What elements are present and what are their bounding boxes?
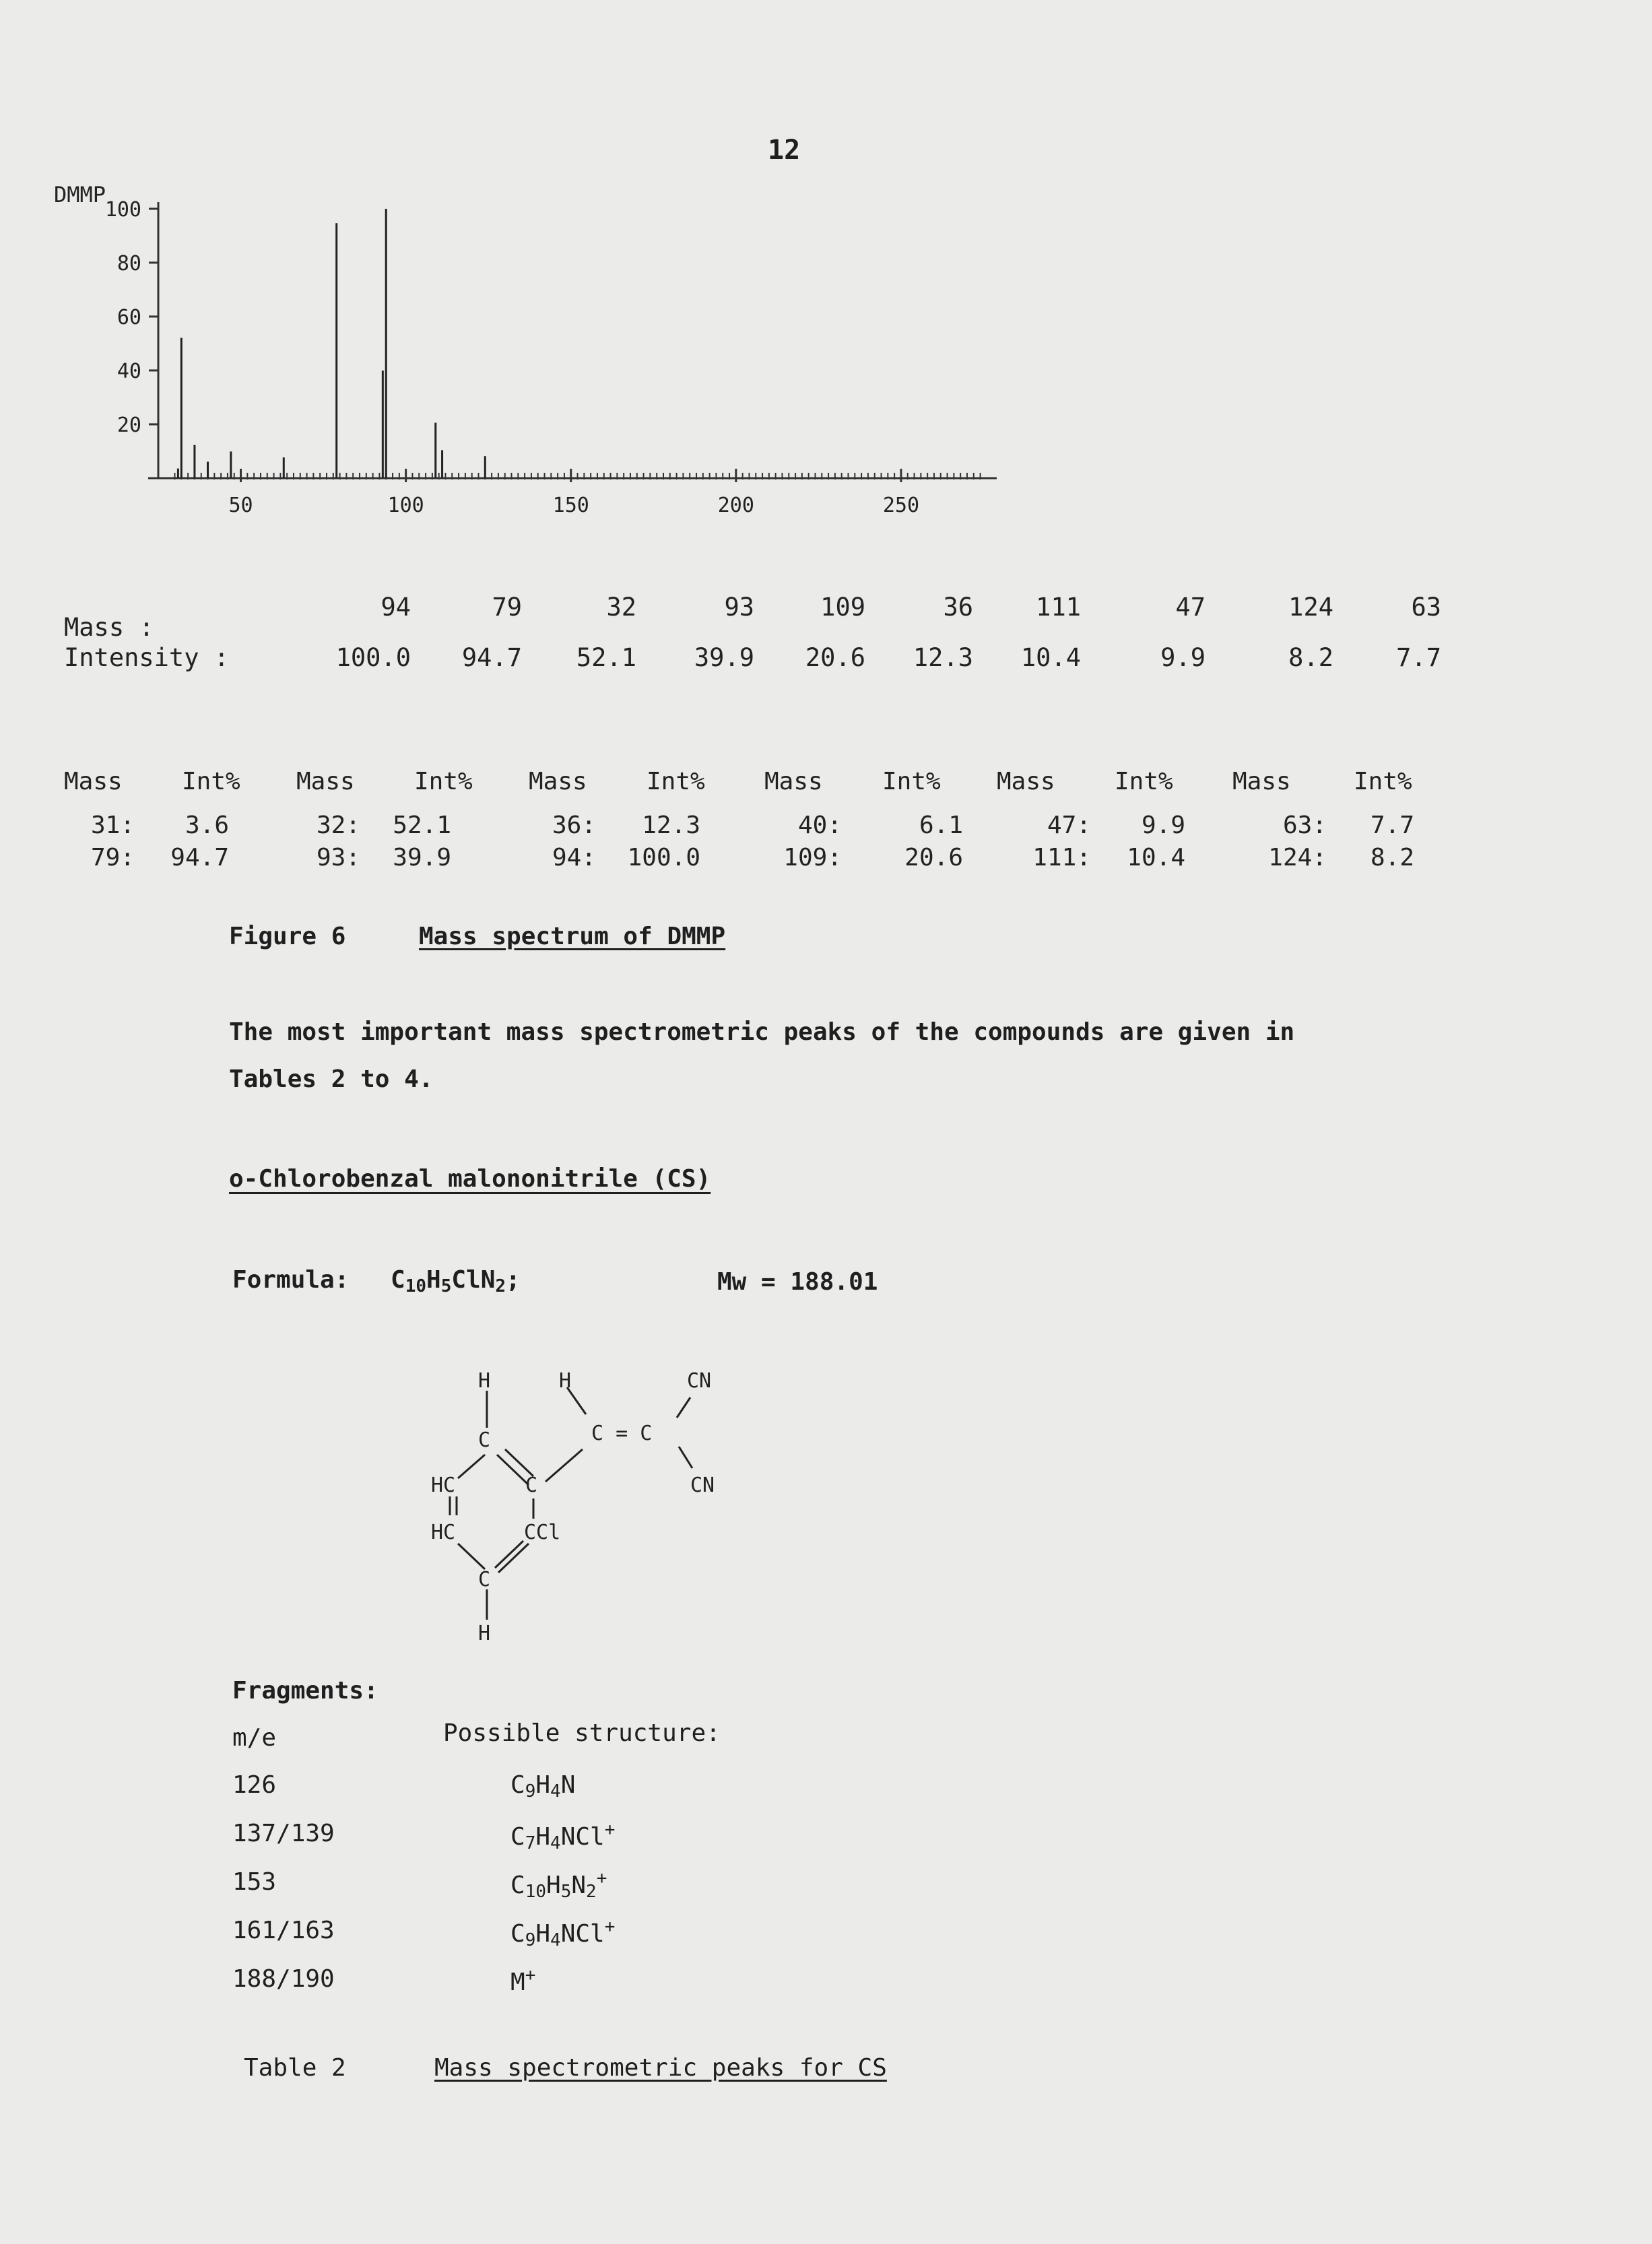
peak-table-header: Mass [997, 768, 1055, 795]
x-tick-label: 200 [717, 494, 754, 517]
peak-table-header: Mass [296, 768, 355, 795]
struct-label-c1: C [478, 1428, 491, 1452]
intensity-value: 8.2 [1288, 643, 1333, 672]
peak-table-cell: 9.9 [1141, 812, 1185, 839]
bond-c-ring [497, 1455, 529, 1485]
peak-table-cell: 3.6 [185, 812, 229, 839]
figure-caption-label: Figure 6 [229, 923, 346, 950]
mass-value: 94 [381, 593, 411, 622]
intensity-value: 12.3 [913, 643, 973, 672]
peak-table-cell: 6.1 [919, 812, 963, 839]
fragment-me: 126 [232, 1771, 277, 1799]
peak-table-cell: 111: [1032, 844, 1091, 871]
struct-label-hc2: HC [431, 1521, 456, 1544]
peak-table-header: Mass [529, 768, 587, 795]
bond-ccl-c-double [495, 1541, 523, 1568]
peak-table-cell: 39.9 [393, 844, 451, 871]
peak-table-cell: 52.1 [393, 812, 451, 839]
struct-label-h2: H [559, 1369, 572, 1393]
struct-label-c3: C [478, 1568, 491, 1591]
mass-value: 63 [1411, 593, 1441, 622]
fragment-structure: $C_9H_4N$ [510, 1771, 576, 1802]
peak-table-cell: 36: [552, 812, 596, 839]
peak-table-cell: 79: [90, 844, 135, 871]
struct-label-c-eq-c: C = C [591, 1422, 653, 1445]
fragment-me: 161/163 [232, 1917, 335, 1944]
x-tick-label: 50 [228, 494, 253, 517]
x-tick-label: 100 [387, 494, 424, 517]
formula-label: Formula: [232, 1266, 350, 1294]
fragments-col-me: m/e [232, 1724, 277, 1752]
mass-row-label: Mass : [64, 613, 154, 642]
peak-table-header: Int% [1354, 768, 1412, 795]
peak-table-cell: 20.6 [904, 844, 963, 871]
fragment-structure: $C_7H_4NCl^+$ [510, 1820, 616, 1853]
fragment-structure: $C_{10}H_5N_2^+$ [510, 1868, 607, 1902]
intensity-value: 9.9 [1160, 643, 1205, 672]
struct-label-cn1: CN [687, 1369, 712, 1393]
struct-label-c2: C [525, 1474, 538, 1497]
intensity-value: 52.1 [576, 643, 636, 672]
fragment-me: 188/190 [232, 1965, 335, 1993]
fragment-structure: $C_9H_4NCl^+$ [510, 1917, 616, 1950]
mass-value: 79 [492, 593, 522, 622]
formula-value: $C_{10}H_5ClN_2$; [391, 1266, 521, 1296]
fragment-structure: M+ [510, 1965, 536, 1996]
bond-c-hc [458, 1455, 485, 1478]
peak-table-header: Int% [647, 768, 705, 795]
mass-spectrum-chart [40, 175, 997, 539]
peak-table-cell: 8.2 [1370, 844, 1414, 871]
bond-ring-vinyl [546, 1449, 583, 1482]
mass-value: 124 [1288, 593, 1333, 622]
peak-table-cell: 63: [1282, 812, 1327, 839]
peak-table-header: Int% [1115, 768, 1173, 795]
fragments-col-structure: Possible structure: [443, 1719, 721, 1747]
y-tick-label: 20 [117, 414, 141, 437]
peak-table-cell: 12.3 [642, 812, 700, 839]
y-tick-label: 60 [117, 306, 141, 329]
struct-label-cn2: CN [690, 1474, 715, 1497]
mass-value: 111 [1036, 593, 1081, 622]
mass-value: 93 [724, 593, 754, 622]
figure-caption-title: Mass spectrum of DMMP [419, 923, 726, 950]
peak-table-header: Mass [64, 768, 123, 795]
mass-value: 109 [820, 593, 865, 622]
peak-table-cell: 94.7 [170, 844, 229, 871]
bond-cn2 [679, 1447, 692, 1468]
intensity-value: 100.0 [335, 643, 411, 672]
intensity-value: 7.7 [1396, 643, 1441, 672]
struct-label-ccl: CCl [524, 1521, 561, 1544]
body-paragraph: The most important mass spectrometric peaks of the compounds are given in Tables 2 to 4. [229, 1018, 1295, 1093]
peak-table-header: Int% [882, 768, 941, 795]
bond-c-ring-double [505, 1449, 533, 1476]
peak-table-cell: 32: [316, 812, 360, 839]
peak-table-cell: 47: [1047, 812, 1091, 839]
peak-table-header: Int% [414, 768, 473, 795]
table-caption-title: Mass spectrometric peaks for CS [434, 2054, 887, 2082]
y-tick-label: 40 [117, 360, 141, 383]
x-tick-label: 150 [552, 494, 589, 517]
x-tick-label: 250 [882, 494, 920, 517]
intensity-row-label: Intensity : [64, 643, 230, 672]
peak-table-cell: 100.0 [627, 844, 700, 871]
intensity-value: 20.6 [805, 643, 865, 672]
intensity-value: 94.7 [461, 643, 522, 672]
y-tick-label: 100 [104, 198, 141, 222]
bond-hc-c [458, 1544, 485, 1569]
fragments-title: Fragments: [232, 1677, 378, 1705]
bond-ccl-c [498, 1544, 529, 1573]
peak-table-header: Mass [1232, 768, 1291, 795]
peak-table-cell: 94: [552, 844, 596, 871]
struct-label-h3: H [478, 1622, 491, 1645]
page-number: 12 [768, 135, 801, 166]
molecular-weight: Mw = 188.01 [717, 1268, 878, 1296]
peak-table-cell: 10.4 [1127, 844, 1185, 871]
peak-table-cell: 109: [783, 844, 842, 871]
y-tick-label: 80 [117, 252, 141, 275]
peak-table-header: Int% [182, 768, 240, 795]
peak-table-cell: 40: [797, 812, 842, 839]
struct-label-hc1: HC [431, 1474, 456, 1497]
mass-value: 32 [606, 593, 636, 622]
fragment-me: 153 [232, 1868, 277, 1896]
peak-table-cell: 31: [90, 812, 135, 839]
peak-table-cell: 124: [1268, 844, 1327, 871]
peak-table-header: Mass [764, 768, 823, 795]
struct-label-h1: H [478, 1369, 491, 1393]
chart-title: DMMP [54, 182, 106, 207]
intensity-value: 10.4 [1020, 643, 1081, 672]
fragment-me: 137/139 [232, 1820, 335, 1847]
peak-table-cell: 93: [316, 844, 360, 871]
intensity-value: 39.9 [694, 643, 754, 672]
bond-cn1 [677, 1397, 690, 1418]
table-caption-label: Table 2 [244, 2054, 346, 2082]
cs-structure-diagram [391, 1367, 768, 1684]
compound-heading: o-Chlorobenzal malononitrile (CS) [229, 1165, 711, 1193]
mass-value: 47 [1175, 593, 1205, 622]
mass-value: 36 [943, 593, 973, 622]
peak-table-cell: 7.7 [1370, 812, 1414, 839]
